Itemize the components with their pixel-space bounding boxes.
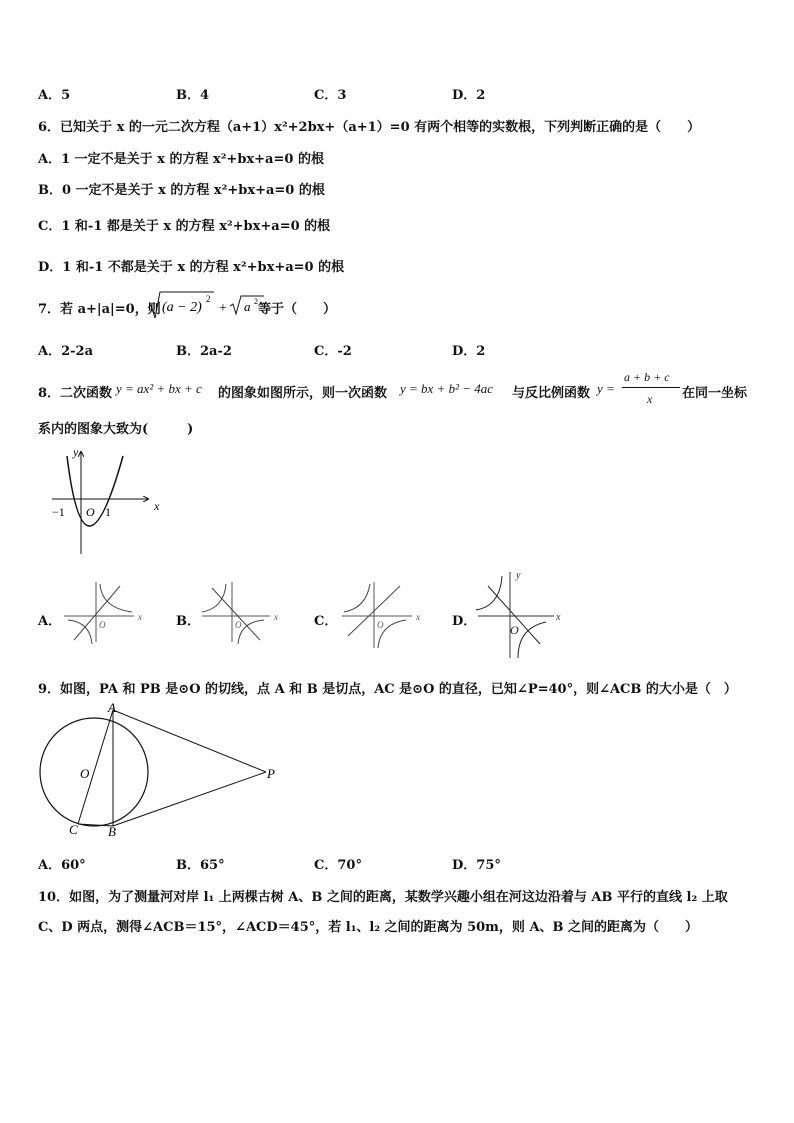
svg-text:O: O <box>99 620 106 630</box>
q8-stem-part3: 与反比例函数 <box>512 386 591 401</box>
q6-option-b: B．0 一定不是关于 x 的方程 x²+bx+a=0 的根 <box>38 183 325 198</box>
q6-option-c: C．1 和-1 都是关于 x 的方程 x²+bx+a=0 的根 <box>38 219 331 234</box>
q8-option-b-graph <box>198 578 284 648</box>
q8-eq2: y = bx + b² − 4ac <box>400 381 494 396</box>
svg-text:y: y <box>73 445 79 459</box>
q8-eq3-denominator: x <box>647 392 653 406</box>
q9-circle-figure <box>36 700 286 840</box>
q9-label-c: C <box>69 822 78 837</box>
q7-stem-prefix: 7．若 a+|a|=0，则 <box>38 302 161 317</box>
q8-fraction-bar <box>622 387 680 388</box>
q8-option-c-letter: C． <box>314 614 338 629</box>
q5-option-a: A．5 <box>38 88 71 103</box>
q7-option-a: A．2-2a <box>38 344 93 359</box>
q9-option-a: A．60° <box>38 858 86 873</box>
q8-stem-part2: 的图象如图所示，则一次函数 <box>218 386 388 401</box>
q7-option-b: B．2a-2 <box>176 344 232 359</box>
q9-label-p: P <box>267 766 275 781</box>
q10-stem-line2: C、D 两点，测得∠ACB＝15°，∠ACD＝45°，若 l₁、l₂ 之间的距离为 50m，则 A、B 之间的距离为（ ） <box>38 920 699 935</box>
q8-eq1: y = ax² + bx + c <box>116 381 202 396</box>
q8-option-a-letter: A． <box>38 614 62 629</box>
q10-stem-line1: 10．如图，为了测量河对岸 l₁ 上两棵古树 A、B 之间的距离，某数学兴趣小组在河这边沿着与 AB 平行的直线 l₂ 上取 <box>38 890 728 905</box>
q7-expr-1: (a − 2) <box>162 300 202 315</box>
q7-option-c: C．-2 <box>314 344 352 359</box>
q8-option-d-graph <box>474 568 564 660</box>
q8-option-c-graph <box>340 578 426 652</box>
svg-text:O: O <box>235 620 242 630</box>
q9-option-c: C．70° <box>314 858 362 873</box>
q8-eq3-numerator: a + b + c <box>624 370 670 384</box>
q7-expr-exp: 2 <box>206 294 211 304</box>
svg-text:y: y <box>516 570 521 581</box>
svg-text:x: x <box>138 612 142 622</box>
q7-option-d: D．2 <box>452 344 486 359</box>
q8-stem-line2: 系内的图象大致为( ) <box>38 422 194 437</box>
q9-option-b: B．65° <box>176 858 225 873</box>
q9-label-o: O <box>80 766 90 781</box>
svg-text:O: O <box>377 620 384 630</box>
q9-stem: 9．如图，PA 和 PB 是⊙O 的切线，点 A 和 B 是切点，AC 是⊙O 的直径，已知∠P=40°，则∠ACB 的大小是（ ） <box>38 682 737 697</box>
q9-label-a: A <box>108 700 116 715</box>
q5-option-c: C．3 <box>314 88 347 103</box>
q8-option-a-graph <box>62 578 148 648</box>
q6-option-d: D．1 和-1 不都是关于 x 的方程 x²+bx+a=0 的根 <box>38 260 345 275</box>
svg-text:1: 1 <box>105 505 111 519</box>
svg-text:O: O <box>510 623 519 637</box>
svg-text:O: O <box>86 505 95 519</box>
svg-text:−1: −1 <box>52 505 65 519</box>
q8-stem-part4: 在同一坐标 <box>682 386 748 401</box>
q7-expr-2: a <box>244 299 251 314</box>
q8-stem-part1: 8．二次函数 <box>38 386 113 401</box>
svg-text:x: x <box>274 612 278 622</box>
q5-option-b: B．4 <box>176 88 210 103</box>
q6-option-a: A．1 一定不是关于 x 的方程 x²+bx+a=0 的根 <box>38 152 324 167</box>
q9-label-b: B <box>108 824 116 839</box>
q8-eq3-left: y = <box>597 381 615 396</box>
q7-expr-plus: + <box>219 301 227 316</box>
svg-text:x: x <box>154 499 160 513</box>
svg-text:x: x <box>416 612 420 622</box>
svg-text:x: x <box>556 612 561 623</box>
svg-text:2: 2 <box>254 297 258 306</box>
q6-stem: 6．已知关于 x 的一元二次方程（a+1）x²+2bx+（a+1）=0 有两个相等的实数根，下列判断正确的是（ ） <box>38 120 701 135</box>
q5-option-d: D．2 <box>452 88 486 103</box>
q8-option-d-letter: D． <box>452 614 477 629</box>
q8-option-b-letter: B． <box>176 614 200 629</box>
q7-stem-suffix: 等于（ ） <box>258 302 337 317</box>
q9-option-d: D．75° <box>452 858 501 873</box>
q8-parabola-graph <box>48 445 168 556</box>
